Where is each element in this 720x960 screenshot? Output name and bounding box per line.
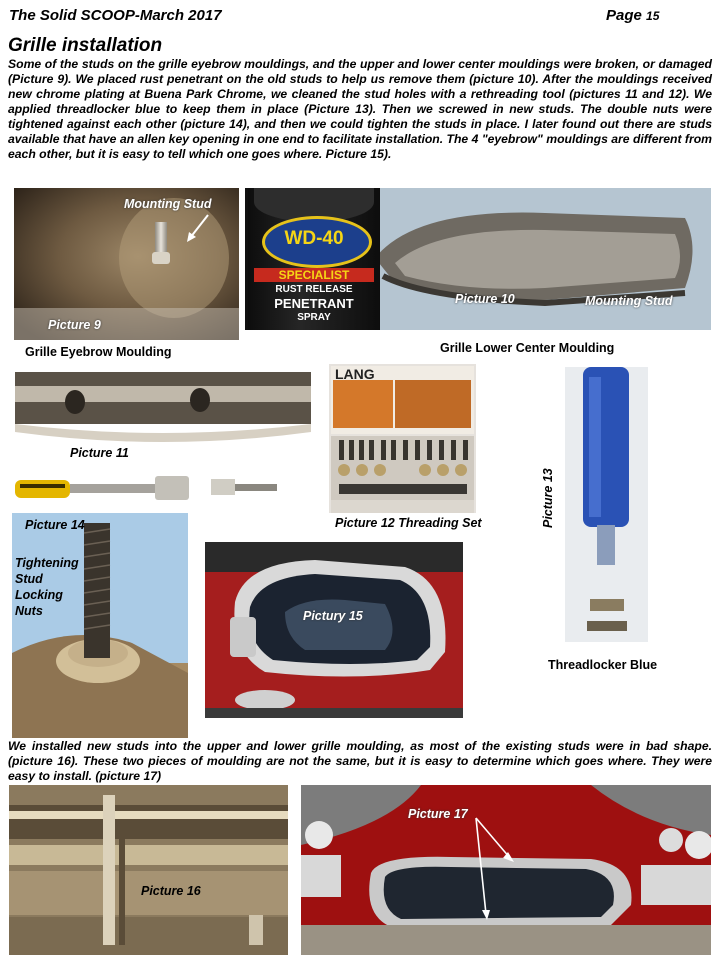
wd40-line1: SPECIALIST [254, 268, 374, 282]
wd40-line2: RUST RELEASE [275, 284, 353, 295]
wd40-can [248, 188, 380, 330]
picture-14-label: Picture 14 [25, 518, 85, 532]
newsletter-title: The Solid SCOOP-March 2017 [9, 7, 222, 24]
wd40-line4: SPRAY [297, 312, 331, 323]
picture-16-label: Picture 16 [141, 884, 201, 898]
picture-9-caption: Grille Eyebrow Moulding [25, 345, 172, 359]
picture-12-label: Picture 12 Threading Set [335, 516, 482, 530]
picture-14-annotation-line: Nuts [15, 604, 43, 618]
picture-11-label: Picture 11 [70, 446, 129, 460]
picture-10-caption: Grille Lower Center Moulding [440, 341, 615, 355]
picture-9-label: Picture 9 [48, 318, 101, 332]
picture-14-annotation-line: Tightening [15, 556, 79, 570]
wd40-line3: PENETRANT [274, 296, 354, 311]
threading-set-brand: LANG [335, 366, 375, 382]
picture-10-label: Picture 10 [455, 292, 515, 306]
wd40-brand: WD-40 [284, 228, 344, 249]
picture-17-arrows [470, 814, 520, 924]
picture-13-label: Picture 13 [541, 468, 555, 528]
photo-picture-13 [565, 367, 648, 642]
photo-picture-15 [205, 542, 463, 718]
photo-picture-16 [9, 785, 288, 955]
picture-10-annotation: Mounting Stud [585, 294, 673, 308]
picture-13-caption: Threadlocker Blue [548, 658, 658, 672]
article-paragraph-2: We installed new studs into the upper and lower grille moulding, as most of the existing studs were in bad shape. (picture 16). These two pieces of moulding are not the same, but it is easy to determine which goes where. They were easy to install. (picture 17) [8, 739, 712, 783]
picture-14-annotation-line: Stud [15, 572, 43, 586]
picture-9-stud [152, 222, 170, 264]
picture-14-annotation [15, 555, 79, 619]
picture-9-annotation: Mounting Stud [124, 197, 212, 211]
photo-picture-14 [12, 513, 188, 738]
picture-9-arrow [184, 212, 214, 242]
article-title: Grille installation [8, 35, 163, 56]
picture-14-annotation-line: Locking [15, 588, 63, 602]
photo-picture-12 [329, 364, 476, 513]
photo-picture-11 [15, 372, 311, 505]
picture-17-label: Picture 17 [408, 807, 468, 821]
article-paragraph-1: Some of the studs on the grille eyebrow mouldings, and the upper and lower center mouldings were broken, or damaged (Picture 9). We placed rust penetrant on the old studs to help us remove them (picture 10). After the mouldings received new chrome plating at Buena Park Chrome, we cleaned the stud holes with a rethreading tool (pictures 11 and 12). We applied threadlocker blue to keep them in place (Picture 13). Then we screwed in new studs. The double nuts were tightened against each other (picture 14), and then we could tighten the studs in place. I later found out there are studs available that have an allen key opening in one end to facilitate installation. The 4 "eyebrow" mouldings are different from each other, but it is easy to tell which one goes where. Picture 15). [8, 57, 712, 161]
page-number [606, 7, 659, 24]
page-label: Page [606, 7, 642, 24]
page-number-value: 15 [646, 9, 660, 23]
picture-15-label: Pictury 15 [303, 609, 363, 623]
